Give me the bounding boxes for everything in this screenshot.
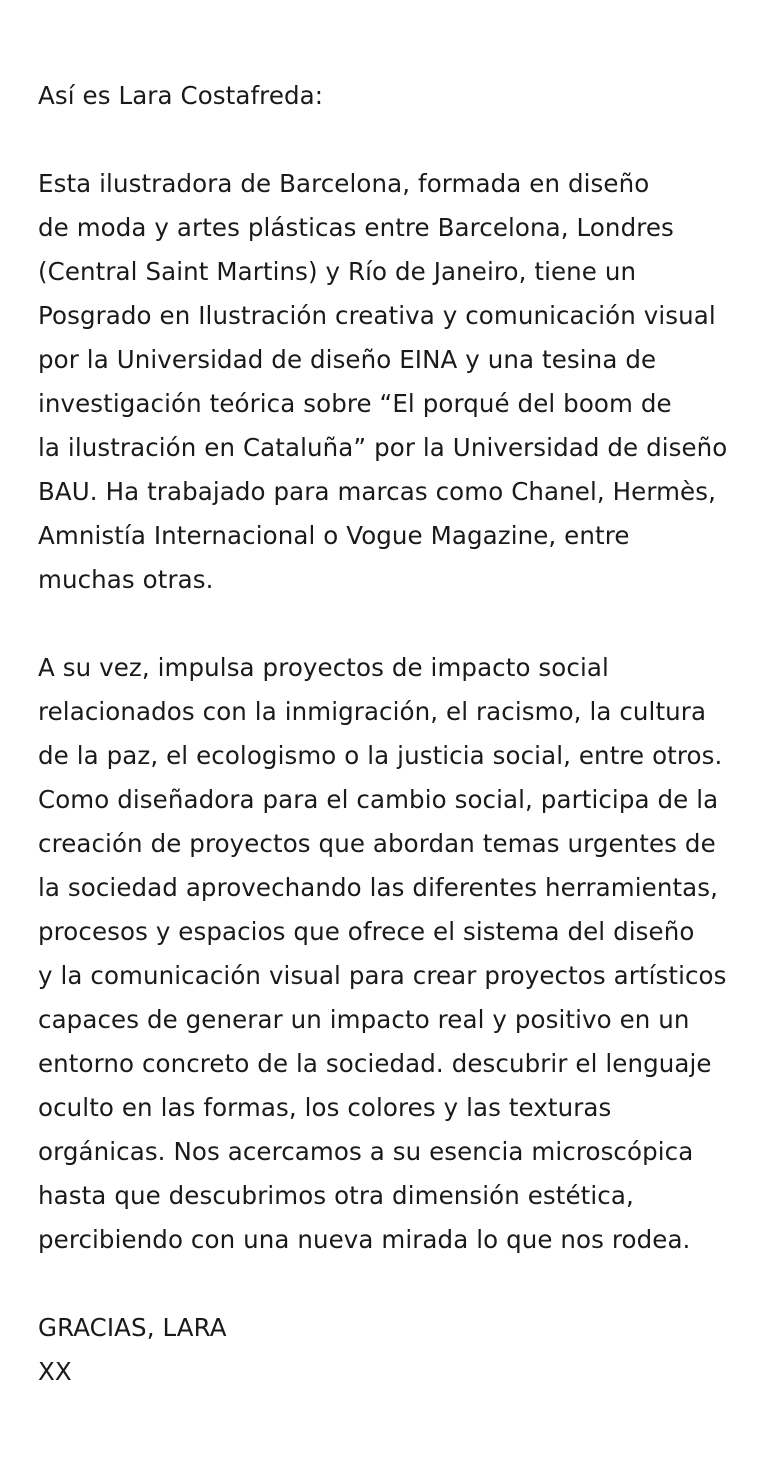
bio-line: Esta ilustradora de Barcelona, formada en diseño: [38, 169, 650, 198]
bio-line: (Central Saint Martins) y Río de Janeiro, tiene un: [38, 257, 637, 286]
bio-line: Amnistía Internacional o Vogue Magazine, entre: [38, 521, 630, 550]
impact-line: oculto en las formas, los colores y las texturas: [38, 1093, 612, 1122]
bio-paragraph: [38, 162, 728, 602]
impact-paragraph: [38, 646, 728, 1262]
impact-line: Como diseñadora para el cambio social, participa de la: [38, 785, 719, 814]
bio-line: la ilustración en Cataluña” por la Universidad de diseño: [38, 433, 728, 462]
bio-line: investigación teórica sobre “El porqué del boom de: [38, 389, 672, 418]
article-body: [38, 74, 728, 1394]
impact-line: relacionados con la inmigración, el racismo, la cultura: [38, 697, 707, 726]
impact-line: capaces de generar un impacto real y positivo en un: [38, 1005, 690, 1034]
intro-text: Así es Lara Costafreda:: [38, 81, 324, 110]
bio-line: muchas otras.: [38, 565, 214, 594]
bio-line: BAU. Ha trabajado para marcas como Chanel, Hermès,: [38, 477, 716, 506]
impact-line: creación de proyectos que abordan temas urgentes de: [38, 829, 716, 858]
signoff-thanks: GRACIAS, LARA: [38, 1313, 227, 1342]
impact-line: procesos y espacios que ofrece el sistema del diseño: [38, 917, 695, 946]
bio-line: por la Universidad de diseño EINA y una tesina de: [38, 345, 657, 374]
signoff: [38, 1306, 728, 1394]
impact-line: hasta que descubrimos otra dimensión estética,: [38, 1181, 634, 1210]
signoff-kisses: XX: [38, 1357, 72, 1386]
bio-line: Posgrado en Ilustración creativa y comunicación visual: [38, 301, 716, 330]
impact-line: A su vez, impulsa proyectos de impacto social: [38, 653, 609, 682]
impact-line: de la paz, el ecologismo o la justicia social, entre otros.: [38, 741, 723, 770]
impact-line: orgánicas. Nos acercamos a su esencia microscópica: [38, 1137, 694, 1166]
impact-line: y la comunicación visual para crear proyectos artísticos: [38, 961, 727, 990]
impact-line: entorno concreto de la sociedad. descubrir el lenguaje: [38, 1049, 712, 1078]
bio-line: de moda y artes plásticas entre Barcelona, Londres: [38, 213, 674, 242]
intro-paragraph: [38, 74, 728, 118]
impact-line: la sociedad aprovechando las diferentes herramientas,: [38, 873, 719, 902]
impact-line: percibiendo con una nueva mirada lo que nos rodea.: [38, 1225, 691, 1254]
